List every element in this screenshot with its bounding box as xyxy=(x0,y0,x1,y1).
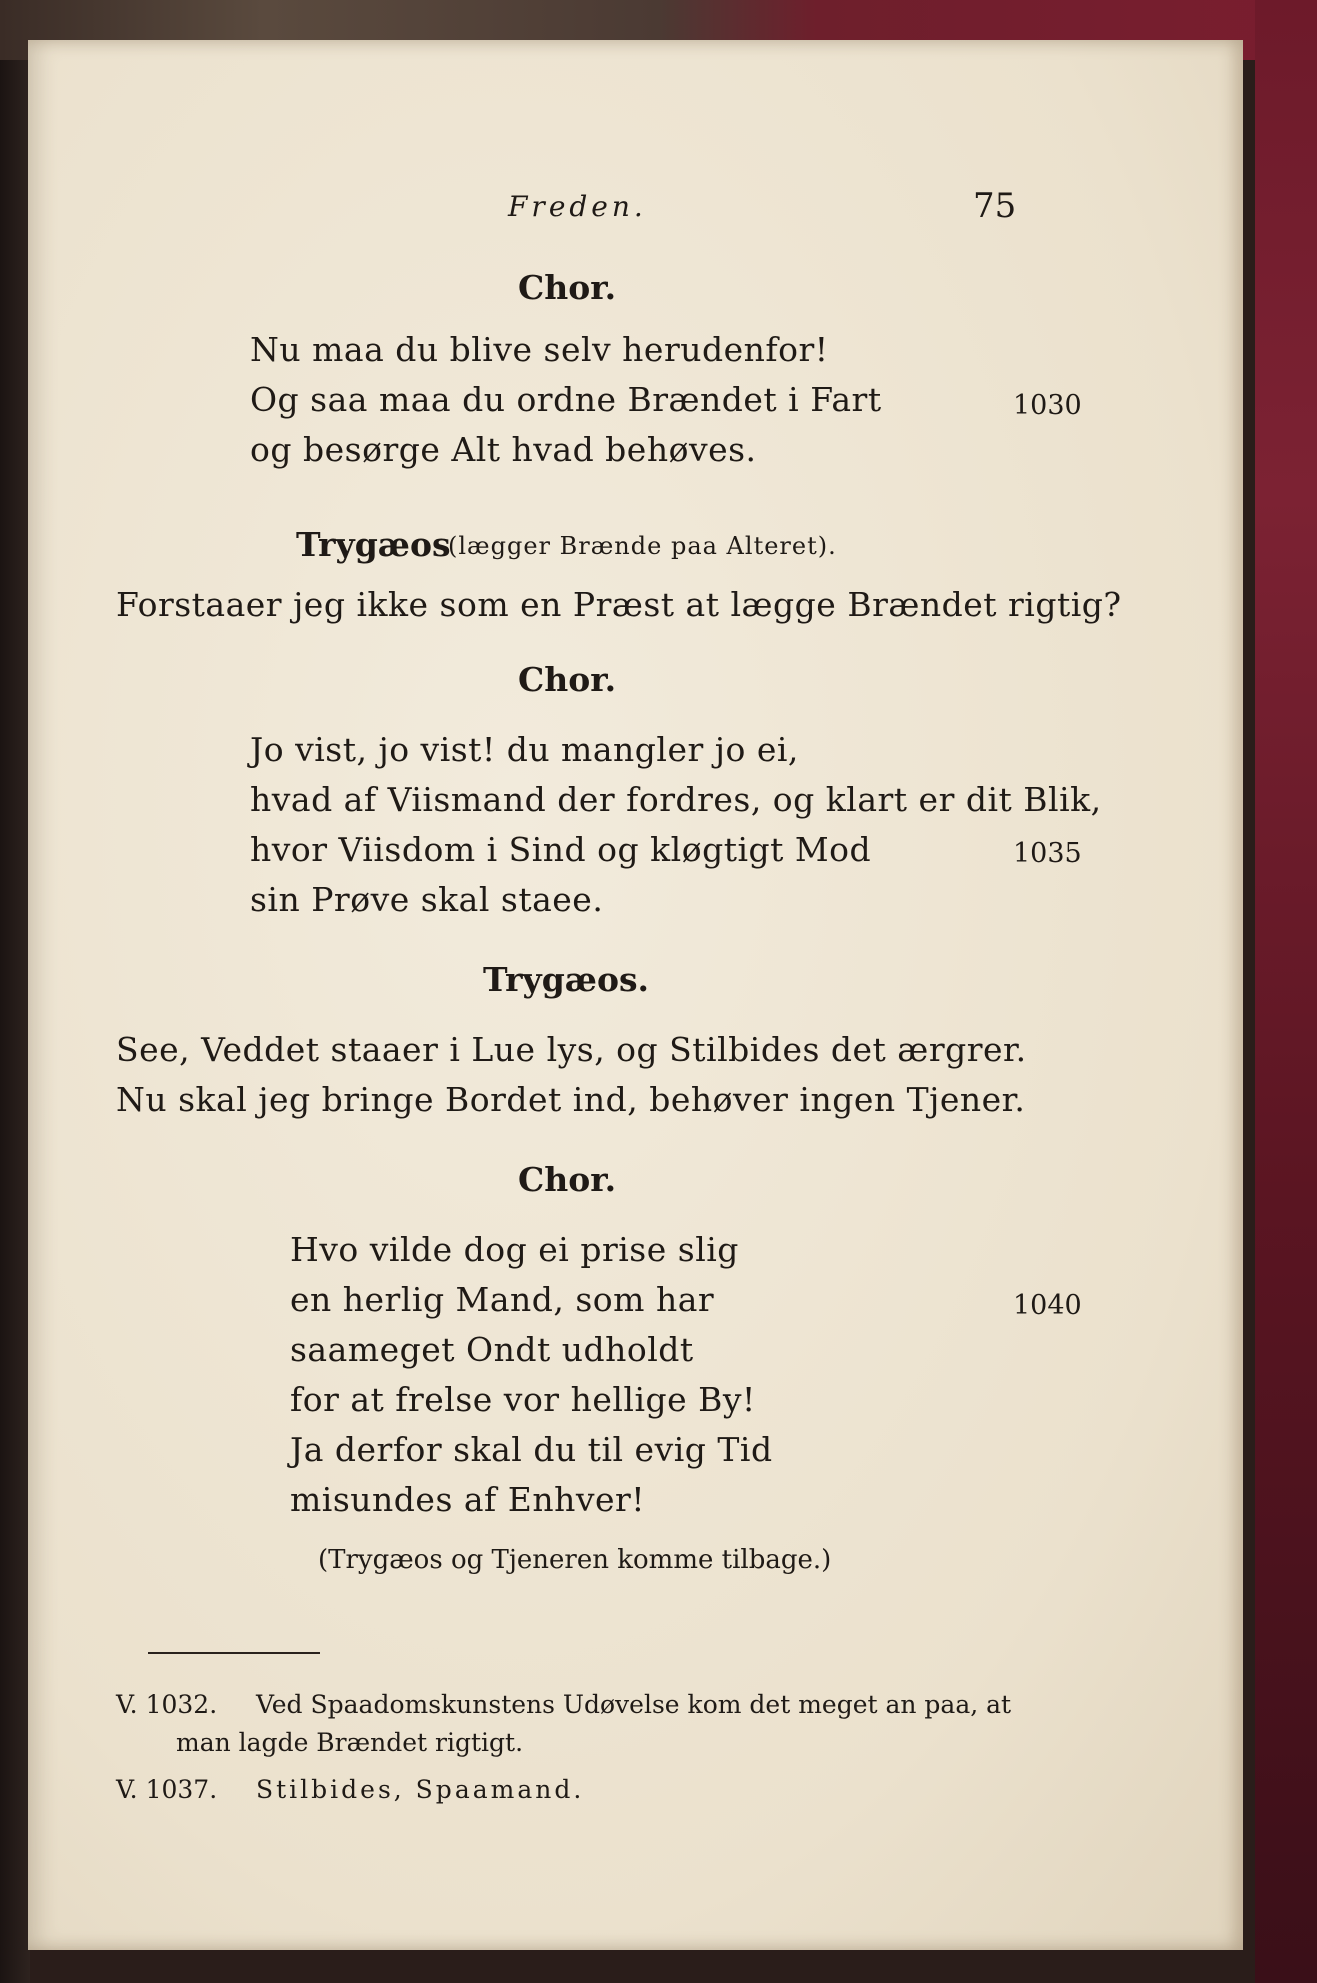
book-page xyxy=(28,40,1243,1950)
speaker-chor: Chor. xyxy=(518,1160,617,1199)
verse-line: misundes af Enhver! xyxy=(290,1480,646,1519)
verse-line: Forstaaer jeg ikke som en Præst at lægge Brændet rigtig? xyxy=(116,585,1122,624)
line-number: 1030 xyxy=(1013,390,1082,421)
verse-line: og besørge Alt hvad behøves. xyxy=(250,430,757,469)
book-cover-right xyxy=(1255,0,1317,1983)
speaker-chor: Chor. xyxy=(518,268,617,307)
verse-line: en herlig Mand, som har xyxy=(290,1280,715,1319)
verse-line: Jo vist, jo vist! du mangler jo ei, xyxy=(250,730,799,769)
footnote-divider xyxy=(148,1652,320,1654)
line-number: 1040 xyxy=(1013,1290,1082,1321)
speaker-trygaeos: Trygæos. xyxy=(483,960,650,999)
verse-line: saameget Ondt udholdt xyxy=(290,1330,694,1369)
line-number: 1035 xyxy=(1013,838,1082,869)
footnote-text: man lagde Brændet rigtigt. xyxy=(176,1728,524,1757)
footnote-text: Stilbides, Spaamand. xyxy=(256,1775,585,1804)
verse-line: See, Veddet staaer i Lue lys, og Stilbides det ærgrer. xyxy=(116,1030,1027,1069)
book-spine xyxy=(0,0,30,1983)
footnote-ref: V. 1032. xyxy=(116,1690,218,1719)
verse-line: for at frelse vor hellige By! xyxy=(290,1380,756,1419)
page-number: 75 xyxy=(973,186,1017,226)
footnote-text: Ved Spaadomskunstens Udøvelse kom det meget an paa, at xyxy=(256,1690,1012,1719)
stage-direction: (lægger Brænde paa Alteret). xyxy=(448,532,837,560)
verse-line: sin Prøve skal staee. xyxy=(250,880,604,919)
verse-line: Nu skal jeg bringe Bordet ind, behøver ingen Tjener. xyxy=(116,1080,1026,1119)
verse-line: Hvo vilde dog ei prise slig xyxy=(290,1230,739,1269)
verse-line: Og saa maa du ordne Brændet i Fart xyxy=(250,380,882,419)
verse-line: hvad af Viismand der fordres, og klart er dit Blik, xyxy=(250,780,1102,819)
verse-line: Ja derfor skal du til evig Tid xyxy=(290,1430,773,1469)
verse-line: Nu maa du blive selv herudenfor! xyxy=(250,330,829,369)
running-header: Freden. xyxy=(508,190,647,223)
stage-direction: (Trygæos og Tjeneren komme tilbage.) xyxy=(318,1545,832,1575)
speaker-trygaeos: Trygæos xyxy=(296,525,451,564)
verse-line: hvor Viisdom i Sind og kløgtigt Mod xyxy=(250,830,872,869)
speaker-chor: Chor. xyxy=(518,660,617,699)
footnote-ref: V. 1037. xyxy=(116,1775,218,1804)
